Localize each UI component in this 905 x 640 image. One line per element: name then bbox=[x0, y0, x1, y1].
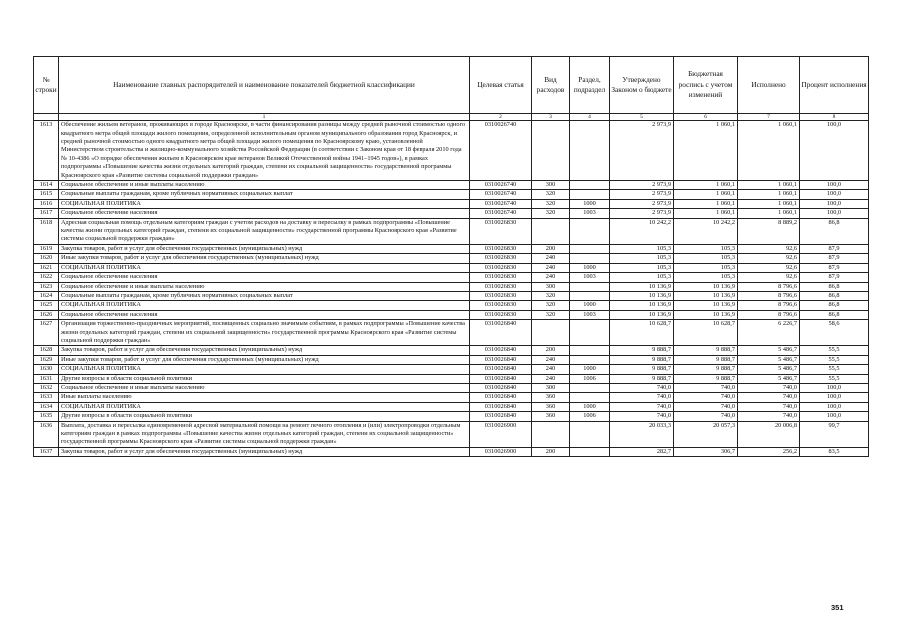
table-row bbox=[34, 320, 869, 346]
row-expense-kind: 200 bbox=[532, 244, 570, 253]
row-approved: 2 973,9 bbox=[610, 199, 674, 208]
row-executed: 1 060,1 bbox=[738, 209, 800, 218]
row-approved: 105,3 bbox=[610, 244, 674, 253]
row-section bbox=[570, 355, 610, 364]
row-number: 1628 bbox=[34, 346, 59, 355]
table-row bbox=[34, 383, 869, 392]
row-percent: 86,8 bbox=[800, 301, 869, 310]
row-expense-kind: 320 bbox=[532, 209, 570, 218]
row-section: 1000 bbox=[570, 199, 610, 208]
row-executed: 5 486,7 bbox=[738, 365, 800, 374]
row-expense-kind: 360 bbox=[532, 393, 570, 402]
row-target-article: 0310026840 bbox=[470, 346, 532, 355]
row-approved: 740,0 bbox=[610, 402, 674, 411]
row-expense-kind: 320 bbox=[532, 310, 570, 319]
row-target-article: 0310026840 bbox=[470, 402, 532, 411]
row-percent: 100,0 bbox=[800, 209, 869, 218]
header-target-article: Целевая статья bbox=[470, 57, 532, 114]
row-section bbox=[570, 121, 610, 181]
row-percent: 87,9 bbox=[800, 273, 869, 282]
row-target-article: 0310026900 bbox=[470, 421, 532, 447]
row-expense-kind: 360 bbox=[532, 402, 570, 411]
table-row bbox=[34, 218, 869, 244]
row-percent: 100,0 bbox=[800, 402, 869, 411]
row-target-article: 0310026840 bbox=[470, 383, 532, 392]
table-row bbox=[34, 181, 869, 190]
row-percent: 86,8 bbox=[800, 291, 869, 300]
row-approved: 105,3 bbox=[610, 263, 674, 272]
row-executed: 1 060,1 bbox=[738, 199, 800, 208]
row-number: 1617 bbox=[34, 209, 59, 218]
row-number: 1629 bbox=[34, 355, 59, 364]
column-number: 1 bbox=[59, 114, 470, 121]
row-section: 1000 bbox=[570, 263, 610, 272]
row-name: Социальное обеспечение населения bbox=[59, 273, 470, 282]
row-number: 1636 bbox=[34, 421, 59, 447]
row-number: 1631 bbox=[34, 374, 59, 383]
row-number: 1633 bbox=[34, 393, 59, 402]
row-percent: 99,7 bbox=[800, 421, 869, 447]
row-name: Адресная социальная помощь отдельным категориям граждан с учетом расходов на доставку и пересылку в рамках подпрограммы «Повышение качества жизни отдельных категорий граждан, степени их социальной защищенности» государственной программы Красноярского края «Развитие системы социальной поддержки граждан» bbox=[59, 218, 470, 244]
row-section bbox=[570, 291, 610, 300]
row-budget-schedule: 10 242,2 bbox=[674, 218, 738, 244]
row-name: Социальное обеспечение и иные выплаты населению bbox=[59, 383, 470, 392]
row-name: СОЦИАЛЬНАЯ ПОЛИТИКА bbox=[59, 263, 470, 272]
column-number: 6 bbox=[674, 114, 738, 121]
row-approved: 105,3 bbox=[610, 254, 674, 263]
row-executed: 8 796,6 bbox=[738, 310, 800, 319]
row-number: 1621 bbox=[34, 263, 59, 272]
row-approved: 10 136,9 bbox=[610, 301, 674, 310]
row-executed: 8 796,6 bbox=[738, 282, 800, 291]
row-name: Другие вопросы в области социальной политики bbox=[59, 374, 470, 383]
table-row bbox=[34, 421, 869, 447]
row-name: Другие вопросы в области социальной политики bbox=[59, 412, 470, 421]
row-number: 1619 bbox=[34, 244, 59, 253]
row-budget-schedule: 306,7 bbox=[674, 447, 738, 456]
table-row bbox=[34, 310, 869, 319]
row-percent: 100,0 bbox=[800, 190, 869, 199]
row-percent: 100,0 bbox=[800, 199, 869, 208]
table-row bbox=[34, 402, 869, 411]
row-name: Закупка товаров, работ и услуг для обеспечения государственных (муниципальных) нужд bbox=[59, 346, 470, 355]
column-number: 4 bbox=[570, 114, 610, 121]
row-expense-kind bbox=[532, 421, 570, 447]
row-percent: 83,5 bbox=[800, 447, 869, 456]
row-section: 1000 bbox=[570, 402, 610, 411]
row-name: СОЦИАЛЬНАЯ ПОЛИТИКА bbox=[59, 199, 470, 208]
row-target-article: 0310026830 bbox=[470, 282, 532, 291]
row-name: Социальные выплаты гражданам, кроме публичных нормативных социальных выплат bbox=[59, 291, 470, 300]
row-budget-schedule: 105,3 bbox=[674, 244, 738, 253]
row-executed: 92,6 bbox=[738, 254, 800, 263]
row-expense-kind: 200 bbox=[532, 447, 570, 456]
row-budget-schedule: 1 060,1 bbox=[674, 199, 738, 208]
table-row bbox=[34, 190, 869, 199]
table-row bbox=[34, 263, 869, 272]
row-budget-schedule: 740,0 bbox=[674, 402, 738, 411]
table-row bbox=[34, 447, 869, 456]
row-number: 1620 bbox=[34, 254, 59, 263]
row-percent: 87,9 bbox=[800, 263, 869, 272]
row-name: Иные выплаты населению bbox=[59, 393, 470, 402]
row-section bbox=[570, 393, 610, 402]
row-approved: 2 973,9 bbox=[610, 209, 674, 218]
table-row bbox=[34, 273, 869, 282]
row-expense-kind: 240 bbox=[532, 254, 570, 263]
row-budget-schedule: 9 888,7 bbox=[674, 346, 738, 355]
row-target-article: 0310026900 bbox=[470, 447, 532, 456]
row-name: СОЦИАЛЬНАЯ ПОЛИТИКА bbox=[59, 402, 470, 411]
row-budget-schedule: 10 136,9 bbox=[674, 282, 738, 291]
row-number: 1635 bbox=[34, 412, 59, 421]
row-name: Выплата, доставка и пересылка единовременной адресной материальной помощи на ремонт печного отопления и (или) электропроводки отдельным категориям граждан в рамках подпрограммы «Повышение качества жизни отдельных категорий граждан, степени их социальной защищенности» государственной программы Красноярского края «Развитие системы социальной поддержки граждан» bbox=[59, 421, 470, 447]
row-executed: 740,0 bbox=[738, 383, 800, 392]
row-expense-kind bbox=[532, 218, 570, 244]
row-percent: 86,8 bbox=[800, 310, 869, 319]
column-number: 2 bbox=[470, 114, 532, 121]
table-row bbox=[34, 374, 869, 383]
row-executed: 740,0 bbox=[738, 402, 800, 411]
row-name: Иные закупки товаров, работ и услуг для обеспечения государственных (муниципальных) нужд bbox=[59, 355, 470, 364]
row-executed: 5 486,7 bbox=[738, 346, 800, 355]
row-percent: 55,5 bbox=[800, 355, 869, 364]
row-executed: 5 486,7 bbox=[738, 374, 800, 383]
header-name: Наименование главных распорядителей и наименование показателей бюджетной классификации bbox=[59, 57, 470, 114]
row-approved: 20 033,3 bbox=[610, 421, 674, 447]
column-number: 8 bbox=[800, 114, 869, 121]
column-number: 5 bbox=[610, 114, 674, 121]
row-section bbox=[570, 254, 610, 263]
row-percent: 87,9 bbox=[800, 244, 869, 253]
row-target-article: 0310026830 bbox=[470, 310, 532, 319]
row-target-article: 0310026830 bbox=[470, 301, 532, 310]
row-section: 1003 bbox=[570, 310, 610, 319]
row-number: 1623 bbox=[34, 282, 59, 291]
row-section bbox=[570, 181, 610, 190]
row-name: Социальное обеспечение и иные выплаты населению bbox=[59, 181, 470, 190]
header-budget-schedule: Бюджетная роспись с учетом изменений bbox=[674, 57, 738, 114]
row-expense-kind: 240 bbox=[532, 263, 570, 272]
header-approved: Утверждено Законом о бюджете bbox=[610, 57, 674, 114]
table-row bbox=[34, 355, 869, 364]
column-number-blank bbox=[34, 114, 59, 121]
row-executed: 256,2 bbox=[738, 447, 800, 456]
row-budget-schedule: 1 060,1 bbox=[674, 209, 738, 218]
row-executed: 1 060,1 bbox=[738, 190, 800, 199]
row-percent: 55,5 bbox=[800, 374, 869, 383]
row-target-article: 0310026830 bbox=[470, 244, 532, 253]
column-number: 7 bbox=[738, 114, 800, 121]
row-expense-kind bbox=[532, 121, 570, 181]
row-target-article: 0310026840 bbox=[470, 393, 532, 402]
row-name: Социальное обеспечение населения bbox=[59, 209, 470, 218]
row-budget-schedule: 9 888,7 bbox=[674, 355, 738, 364]
page-number: 351 bbox=[831, 603, 844, 612]
row-name: Обеспечение жильем ветеранов, проживающих в городе Красноярске, в части финансирования разницы между средней рыночной стоимостью одного квадратного метра общей площади жилого помещения, определенной исполнительным органом муниципального образования город Красноярск, и средней рыночной стоимостью одного квадратного метра общей площади жилого помещения по Красноярскому краю, установленной Министерством строительства и жилищно-коммунального хозяйства Российской Федерации (в соответствии с Законом края от 18 февраля 2010 года № 10-4386 «О порядке обеспечения жильем в Красноярском крае ветеранов Великой Отечественной войны 1941–1945 годов»), в рамках подпрограммы «Повышение качества жизни отдельных категорий граждан, степени их социальной защищенности» государственной программы Красноярского края «Развитие системы социальной поддержки граждан» bbox=[59, 121, 470, 181]
row-approved: 10 136,9 bbox=[610, 310, 674, 319]
table-row bbox=[34, 301, 869, 310]
row-percent: 100,0 bbox=[800, 393, 869, 402]
row-section bbox=[570, 282, 610, 291]
row-approved: 10 136,9 bbox=[610, 291, 674, 300]
table-row bbox=[34, 412, 869, 421]
row-target-article: 0310026840 bbox=[470, 365, 532, 374]
row-percent: 100,0 bbox=[800, 181, 869, 190]
row-section: 1000 bbox=[570, 301, 610, 310]
row-section bbox=[570, 346, 610, 355]
budget-report-sheet bbox=[33, 56, 868, 457]
row-executed: 6 226,7 bbox=[738, 320, 800, 346]
row-budget-schedule: 105,3 bbox=[674, 273, 738, 282]
header-executed: Исполнено bbox=[738, 57, 800, 114]
row-number: 1634 bbox=[34, 402, 59, 411]
row-section bbox=[570, 218, 610, 244]
row-number: 1625 bbox=[34, 301, 59, 310]
row-target-article: 0310026840 bbox=[470, 374, 532, 383]
row-target-article: 0310026740 bbox=[470, 190, 532, 199]
row-percent: 58,6 bbox=[800, 320, 869, 346]
row-section bbox=[570, 447, 610, 456]
row-executed: 740,0 bbox=[738, 393, 800, 402]
row-target-article: 0310026740 bbox=[470, 121, 532, 181]
row-percent: 55,5 bbox=[800, 346, 869, 355]
row-number: 1613 bbox=[34, 121, 59, 181]
row-percent: 100,0 bbox=[800, 121, 869, 181]
row-name: Социальные выплаты гражданам, кроме публичных нормативных социальных выплат bbox=[59, 190, 470, 199]
row-executed: 92,6 bbox=[738, 263, 800, 272]
row-number: 1618 bbox=[34, 218, 59, 244]
row-target-article: 0310026830 bbox=[470, 273, 532, 282]
row-target-article: 0310026830 bbox=[470, 291, 532, 300]
column-number-row bbox=[34, 114, 869, 121]
row-expense-kind: 320 bbox=[532, 199, 570, 208]
row-expense-kind: 240 bbox=[532, 365, 570, 374]
row-budget-schedule: 10 136,9 bbox=[674, 310, 738, 319]
row-target-article: 0310026840 bbox=[470, 320, 532, 346]
row-target-article: 0310026840 bbox=[470, 355, 532, 364]
row-budget-schedule: 105,3 bbox=[674, 254, 738, 263]
row-section: 1006 bbox=[570, 412, 610, 421]
row-approved: 9 888,7 bbox=[610, 365, 674, 374]
row-name: СОЦИАЛЬНАЯ ПОЛИТИКА bbox=[59, 301, 470, 310]
table-row bbox=[34, 209, 869, 218]
row-target-article: 0310026840 bbox=[470, 412, 532, 421]
header-section: Раздел, подраздел bbox=[570, 57, 610, 114]
table-row bbox=[34, 254, 869, 263]
row-percent: 100,0 bbox=[800, 412, 869, 421]
row-budget-schedule: 10 136,9 bbox=[674, 301, 738, 310]
row-number: 1632 bbox=[34, 383, 59, 392]
row-executed: 92,6 bbox=[738, 273, 800, 282]
row-executed: 1 060,1 bbox=[738, 181, 800, 190]
row-name: Иные закупки товаров, работ и услуг для обеспечения государственных (муниципальных) нужд bbox=[59, 254, 470, 263]
row-budget-schedule: 740,0 bbox=[674, 383, 738, 392]
row-section: 1003 bbox=[570, 273, 610, 282]
row-budget-schedule: 10 628,7 bbox=[674, 320, 738, 346]
budget-table bbox=[33, 56, 869, 457]
table-row bbox=[34, 244, 869, 253]
row-budget-schedule: 1 060,1 bbox=[674, 181, 738, 190]
row-executed: 1 060,1 bbox=[738, 121, 800, 181]
row-budget-schedule: 10 136,9 bbox=[674, 291, 738, 300]
row-approved: 10 136,9 bbox=[610, 282, 674, 291]
row-percent: 100,0 bbox=[800, 383, 869, 392]
row-name: Организация торжественно-праздничных мероприятий, посвященных социально значимым событиям, в рамках подпрограммы «Повышение качества жизни отдельных категорий граждан, степени их социальной защищенности» государственной программы Красноярского края «Развитие системы социальной поддержки граждан» bbox=[59, 320, 470, 346]
table-row bbox=[34, 393, 869, 402]
row-approved: 2 973,9 bbox=[610, 190, 674, 199]
row-percent: 86,8 bbox=[800, 282, 869, 291]
row-budget-schedule: 9 888,7 bbox=[674, 374, 738, 383]
table-row bbox=[34, 282, 869, 291]
row-executed: 8 889,2 bbox=[738, 218, 800, 244]
header-percent: Процент исполнения bbox=[800, 57, 869, 114]
row-executed: 5 486,7 bbox=[738, 355, 800, 364]
row-target-article: 0310026830 bbox=[470, 218, 532, 244]
row-approved: 2 973,9 bbox=[610, 121, 674, 181]
row-number: 1616 bbox=[34, 199, 59, 208]
row-number: 1630 bbox=[34, 365, 59, 374]
row-expense-kind bbox=[532, 320, 570, 346]
table-row bbox=[34, 365, 869, 374]
row-executed: 8 796,6 bbox=[738, 301, 800, 310]
row-number: 1622 bbox=[34, 273, 59, 282]
row-expense-kind: 320 bbox=[532, 301, 570, 310]
row-executed: 20 006,8 bbox=[738, 421, 800, 447]
header-expense-kind: Вид расходов bbox=[532, 57, 570, 114]
row-section: 1006 bbox=[570, 374, 610, 383]
row-name: СОЦИАЛЬНАЯ ПОЛИТИКА bbox=[59, 365, 470, 374]
table-body bbox=[34, 121, 869, 457]
row-approved: 740,0 bbox=[610, 393, 674, 402]
row-section: 1003 bbox=[570, 209, 610, 218]
row-expense-kind: 320 bbox=[532, 291, 570, 300]
row-budget-schedule: 105,3 bbox=[674, 263, 738, 272]
row-number: 1614 bbox=[34, 181, 59, 190]
row-approved: 10 242,2 bbox=[610, 218, 674, 244]
row-expense-kind: 300 bbox=[532, 181, 570, 190]
row-approved: 2 973,9 bbox=[610, 181, 674, 190]
header-row bbox=[34, 57, 869, 114]
row-budget-schedule: 1 060,1 bbox=[674, 121, 738, 181]
row-name: Закупка товаров, работ и услуг для обеспечения государственных (муниципальных) нужд bbox=[59, 244, 470, 253]
row-target-article: 0310026740 bbox=[470, 209, 532, 218]
table-row bbox=[34, 291, 869, 300]
row-executed: 8 796,6 bbox=[738, 291, 800, 300]
table-row bbox=[34, 121, 869, 181]
table-row bbox=[34, 346, 869, 355]
row-name: Социальное обеспечение населения bbox=[59, 310, 470, 319]
row-section: 1000 bbox=[570, 365, 610, 374]
row-section bbox=[570, 421, 610, 447]
row-target-article: 0310026740 bbox=[470, 181, 532, 190]
row-section bbox=[570, 244, 610, 253]
row-approved: 105,3 bbox=[610, 273, 674, 282]
row-number: 1626 bbox=[34, 310, 59, 319]
row-name: Социальное обеспечение и иные выплаты населению bbox=[59, 282, 470, 291]
row-section bbox=[570, 383, 610, 392]
row-expense-kind: 320 bbox=[532, 190, 570, 199]
row-budget-schedule: 1 060,1 bbox=[674, 190, 738, 199]
row-approved: 9 888,7 bbox=[610, 374, 674, 383]
row-number: 1637 bbox=[34, 447, 59, 456]
row-expense-kind: 240 bbox=[532, 355, 570, 364]
row-section bbox=[570, 190, 610, 199]
row-expense-kind: 200 bbox=[532, 346, 570, 355]
row-number: 1615 bbox=[34, 190, 59, 199]
row-number: 1624 bbox=[34, 291, 59, 300]
header-row-number: № строки bbox=[34, 57, 59, 114]
row-percent: 55,5 bbox=[800, 365, 869, 374]
row-target-article: 0310026740 bbox=[470, 199, 532, 208]
row-approved: 282,7 bbox=[610, 447, 674, 456]
row-percent: 86,8 bbox=[800, 218, 869, 244]
row-expense-kind: 240 bbox=[532, 273, 570, 282]
row-expense-kind: 240 bbox=[532, 374, 570, 383]
row-number: 1627 bbox=[34, 320, 59, 346]
row-target-article: 0310026830 bbox=[470, 254, 532, 263]
column-number: 3 bbox=[532, 114, 570, 121]
row-percent: 87,9 bbox=[800, 254, 869, 263]
row-budget-schedule: 740,0 bbox=[674, 393, 738, 402]
row-executed: 740,0 bbox=[738, 412, 800, 421]
row-approved: 9 888,7 bbox=[610, 355, 674, 364]
table-row bbox=[34, 199, 869, 208]
row-budget-schedule: 740,0 bbox=[674, 412, 738, 421]
row-name: Закупка товаров, работ и услуг для обеспечения государственных (муниципальных) нужд bbox=[59, 447, 470, 456]
row-executed: 92,6 bbox=[738, 244, 800, 253]
row-approved: 740,0 bbox=[610, 383, 674, 392]
row-expense-kind: 300 bbox=[532, 383, 570, 392]
row-target-article: 0310026830 bbox=[470, 263, 532, 272]
row-expense-kind: 360 bbox=[532, 412, 570, 421]
row-expense-kind: 300 bbox=[532, 282, 570, 291]
row-budget-schedule: 9 888,7 bbox=[674, 365, 738, 374]
row-section bbox=[570, 320, 610, 346]
row-approved: 9 888,7 bbox=[610, 346, 674, 355]
row-approved: 740,0 bbox=[610, 412, 674, 421]
row-budget-schedule: 20 057,3 bbox=[674, 421, 738, 447]
row-approved: 10 628,7 bbox=[610, 320, 674, 346]
